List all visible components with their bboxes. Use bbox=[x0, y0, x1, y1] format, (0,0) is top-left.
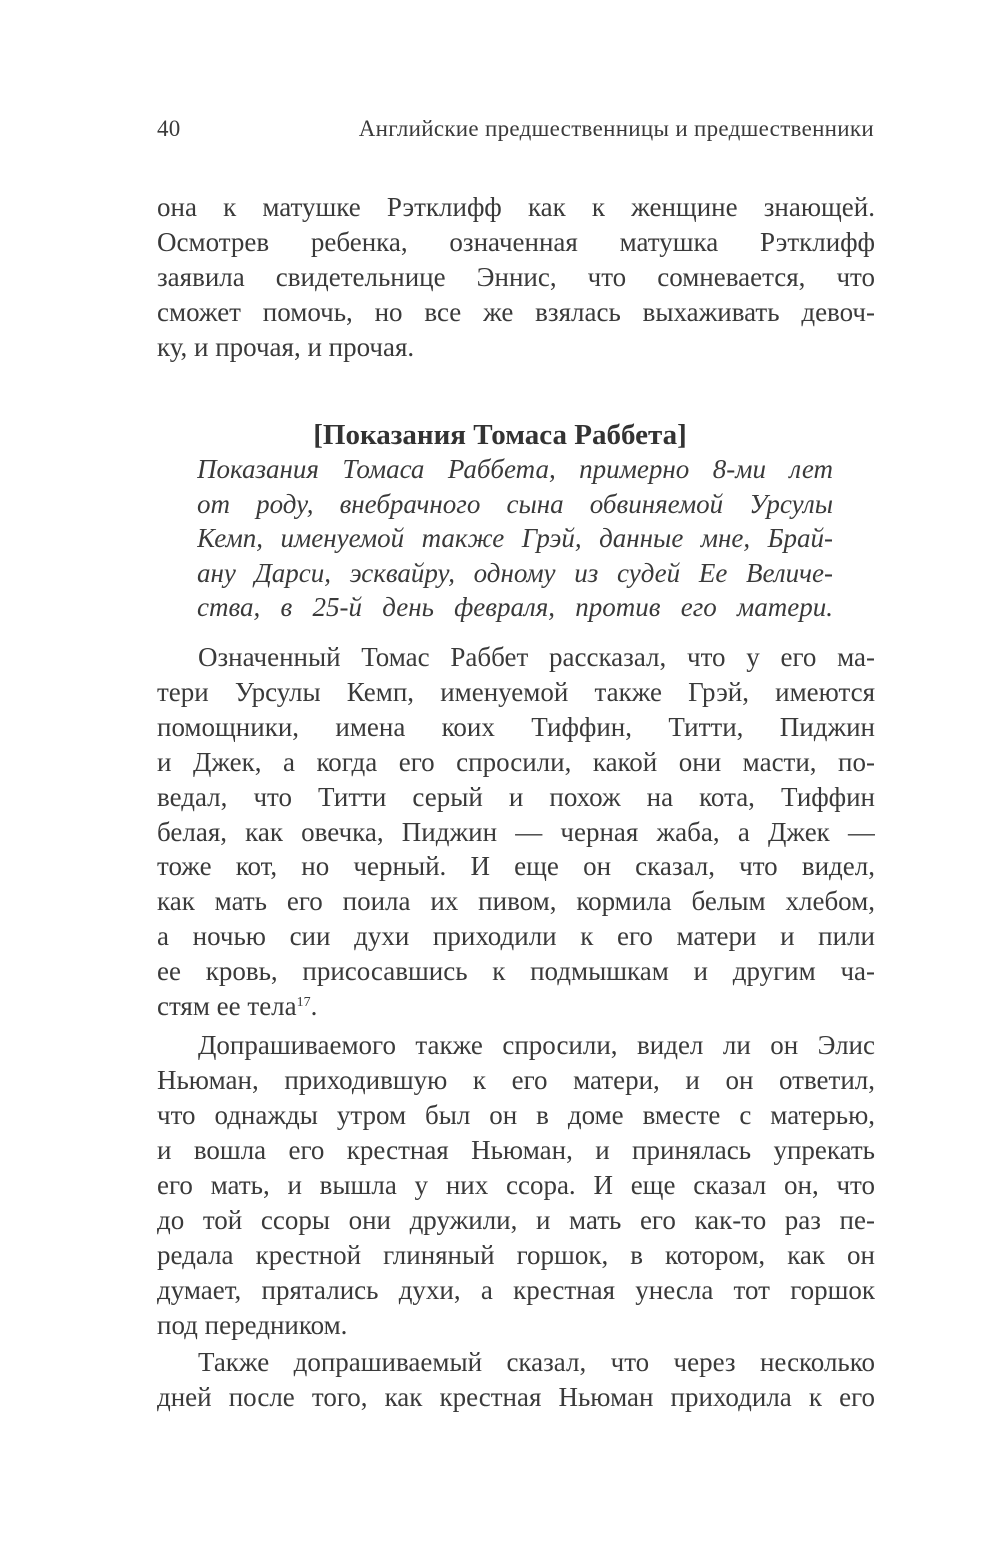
text-line: а ночью сии духи приходили к его матери и пили bbox=[157, 921, 875, 952]
italic-intro-line: Показания Томаса Раббета, примерно 8-ми лет bbox=[197, 454, 833, 484]
page-number: 40 bbox=[157, 116, 181, 141]
running-title: Английские предшественницы и предшественники bbox=[358, 116, 874, 141]
text-line: сможет помочь, но все же взялась выхаживать девоч- bbox=[157, 297, 875, 327]
footnote-marker[interactable]: 17 bbox=[296, 995, 311, 1010]
text-line: она к матушке Рэтклифф как к женщине знающей. bbox=[157, 192, 875, 222]
text-line: его мать, и вышла у них ссора. И еще сказал он, что bbox=[157, 1170, 875, 1200]
text-line: и Джек, а когда его спросили, какой они масти, по- bbox=[157, 746, 875, 777]
text-line: Ньюман, приходившую к его матери, и он ответил, bbox=[157, 1065, 875, 1095]
text-line: Допрашиваемого также спросили, видел ли он Элис bbox=[198, 1030, 875, 1060]
text-line: стям ее тела$^{17}$. bbox=[157, 991, 318, 1021]
italic-intro-line: Кемп, именуемой также Грэй, данные мне, Брай- bbox=[197, 523, 833, 553]
text-line: ку, и прочая, и прочая. bbox=[157, 332, 415, 362]
text-line: заявила свидетельнице Эннис, что сомневается, что bbox=[157, 262, 875, 292]
text-line: что однажды утром был он в доме вместе с матерью, bbox=[157, 1100, 875, 1130]
text-line: как мать его поила их пивом, кормила белым хлебом, bbox=[157, 886, 875, 917]
text-line: под передником. bbox=[157, 1310, 348, 1340]
text-line: и вошла его крестная Ньюман, и принялась упрекать bbox=[157, 1135, 875, 1165]
text-line: ведал, что Титти серый и похож на кота, Тиффин bbox=[157, 781, 875, 812]
text-line: дней после того, как крестная Ньюман приходила к его bbox=[157, 1382, 875, 1412]
text-line: думает, прятались духи, а крестная унесла тот горшок bbox=[157, 1275, 875, 1305]
text-line: до той ссоры они дружили, и мать его как-то раз пе- bbox=[157, 1205, 875, 1235]
text-line: редала крестной глиняный горшок, в котором, как он bbox=[157, 1240, 875, 1270]
text-line: белая, как овечка, Пиджин — черная жаба, а Джек — bbox=[157, 816, 875, 847]
italic-intro-line: ства, в 25-й день февраля, против его матери. bbox=[197, 592, 833, 622]
italic-intro-line: ану Дарси, эсквайру, одному из судей Ее Величе- bbox=[197, 557, 833, 588]
text-line: Означенный Томас Раббет рассказал, что у его ма- bbox=[198, 642, 875, 672]
section-heading: [Показания Томаса Раббета] bbox=[313, 419, 687, 451]
text-line: тоже кот, но черный. И еще он сказал, что видел, bbox=[157, 851, 875, 882]
text-line: Осмотрев ребенка, означенная матушка Рэтклифф bbox=[157, 227, 875, 257]
text-line: тери Урсулы Кемп, именуемой также Грэй, имеются bbox=[157, 676, 875, 707]
italic-intro-line: от роду, внебрачного сына обвиняемой Урсулы bbox=[197, 488, 833, 519]
text-line: помощники, имена коих Тиффин, Титти, Пиджин bbox=[157, 711, 875, 742]
text-line: ее кровь, присосавшись к подмышкам и другим ча- bbox=[157, 956, 875, 987]
text-line: Также допрашиваемый сказал, что через несколько bbox=[198, 1347, 875, 1377]
